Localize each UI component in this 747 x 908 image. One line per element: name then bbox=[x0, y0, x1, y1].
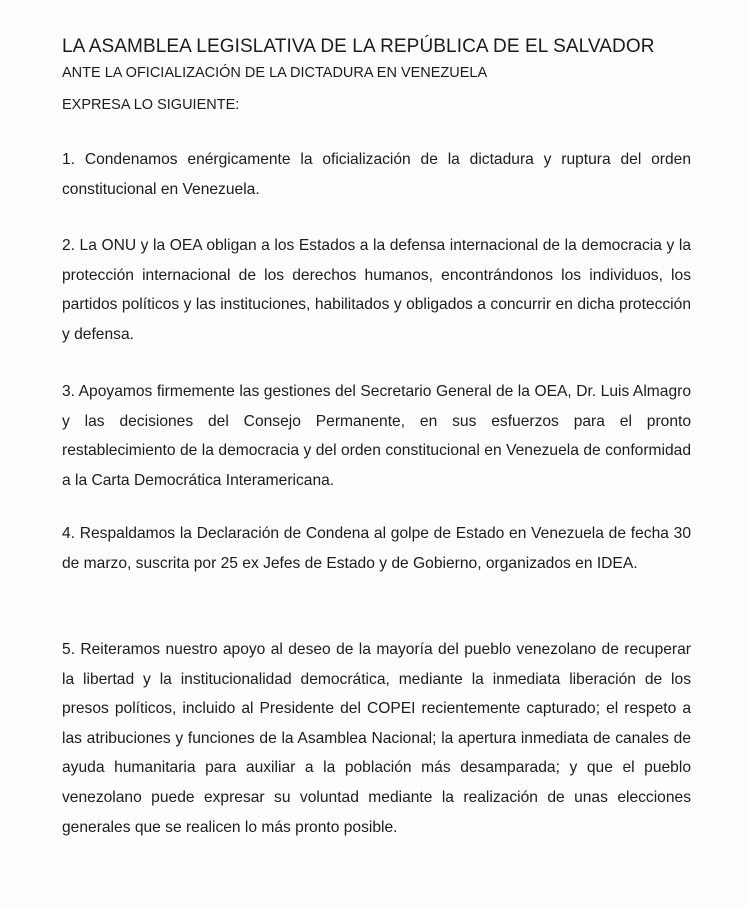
paragraph-4: 4. Respaldamos la Declaración de Condena al golpe de Estado en Venezuela de fecha 30 de marzo, suscrita por 25 ex Jefes de Estado y de Gobierno, organizados en IDEA. bbox=[62, 525, 691, 572]
paragraph-3: 3. Apoyamos firmemente las gestiones del Secretario General de la OEA, Dr. Luis Almagro y las decisiones del Consejo Permanente, en sus esfuerzos para el pronto restablecimiento de la democracia y del orden constitucional en Venezuela de conformidad a la Carta Democrática Interamericana. bbox=[62, 383, 691, 489]
document-subtitle: ANTE LA OFICIALIZACIÓN DE LA DICTADURA EN VENEZUELA bbox=[62, 65, 488, 81]
document-title: LA ASAMBLEA LEGISLATIVA DE LA REPÚBLICA DE EL SALVADOR bbox=[62, 36, 655, 57]
paragraph-1: 1. Condenamos enérgicamente la oficialización de la dictadura y ruptura del orden constitucional en Venezuela. bbox=[62, 151, 691, 198]
paragraph-2: 2. La ONU y la OEA obligan a los Estados a la defensa internacional de la democracia y la protección internacional de los derechos humanos, encontrándonos los individuos, los partidos políticos y las instituciones, habilitados y obligados a concurrir en dicha protección y defensa. bbox=[62, 237, 691, 343]
document-intro: EXPRESA LO SIGUIENTE: bbox=[62, 97, 240, 113]
paragraph-5: 5. Reiteramos nuestro apoyo al deseo de la mayoría del pueblo venezolano de recuperar la libertad y la institucionalidad democrática, mediante la inmediata liberación de los presos políticos, incluido al Presidente del COPEI recientemente capturado; el respeto a las atribuciones y funciones de la Asamblea Nacional; la apertura inmediata de canales de ayuda humanitaria para auxiliar a la población más desamparada; y que el pueblo venezolano puede expresar su voluntad mediante la realización de unas elecciones generales que se realicen lo más pronto posible. bbox=[62, 641, 691, 836]
